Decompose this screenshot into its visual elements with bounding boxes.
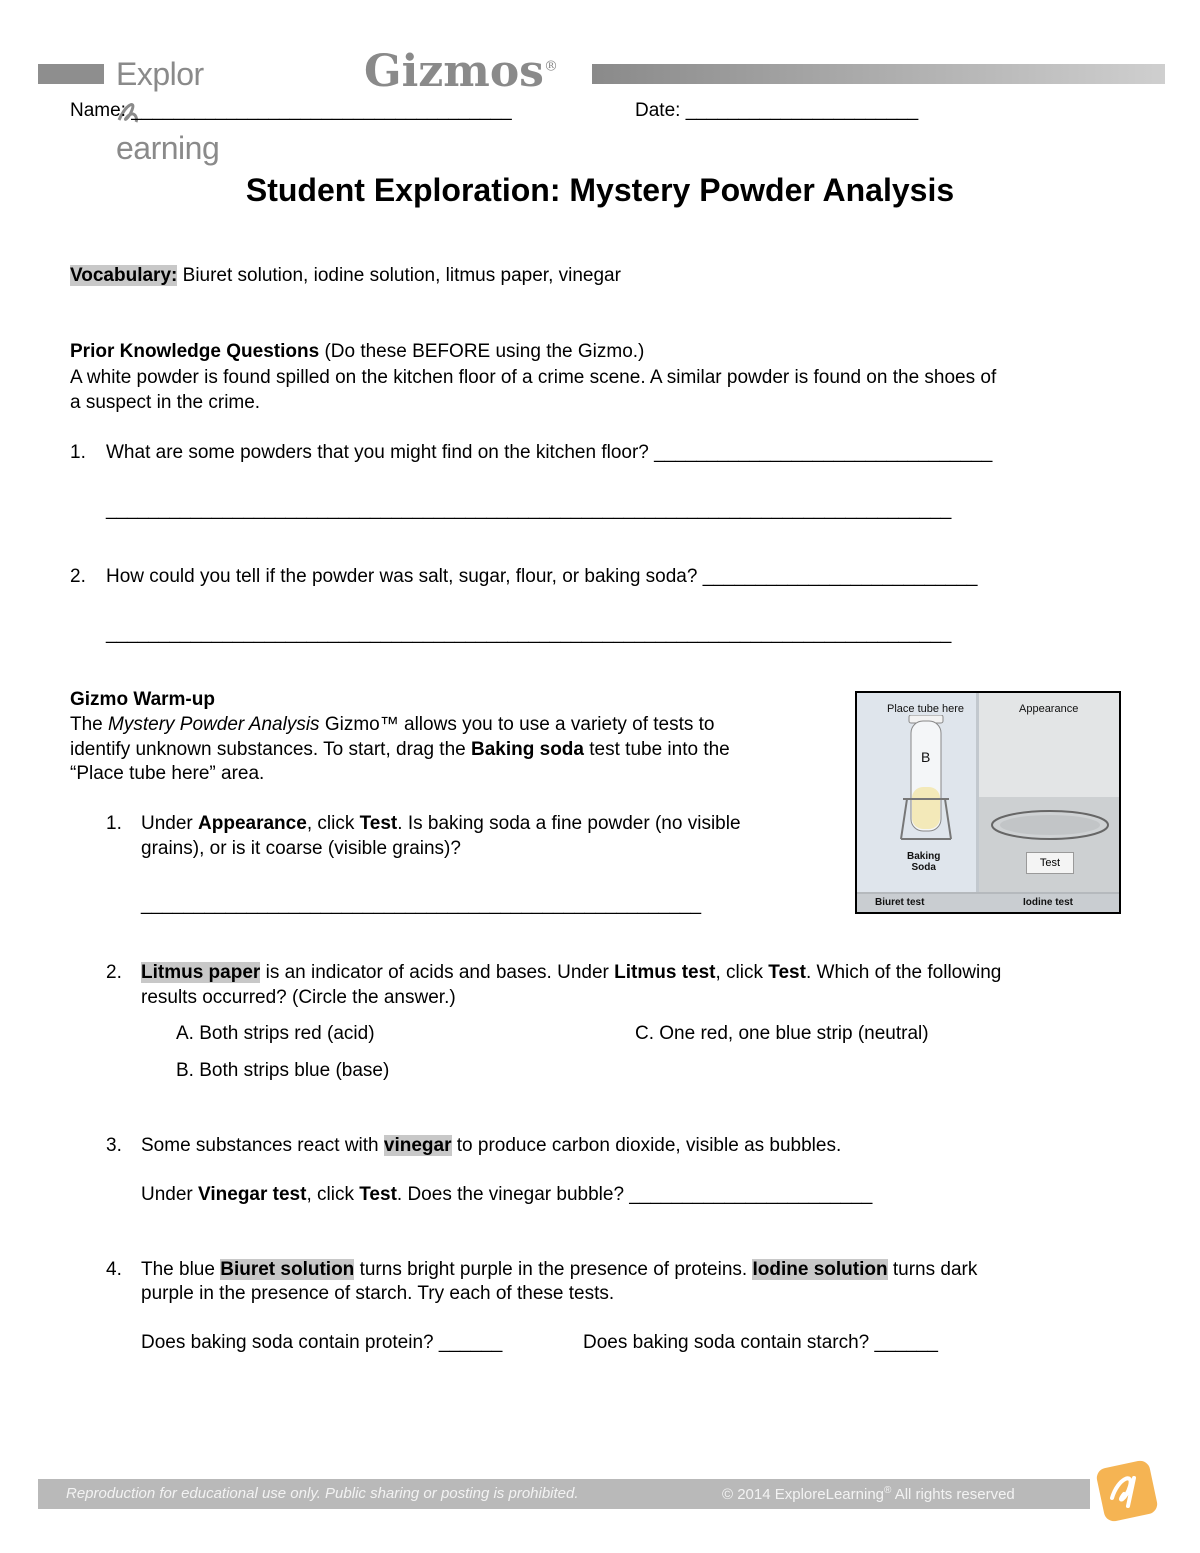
protein-text: Does baking soda contain protein? <box>141 1332 434 1353</box>
option-a[interactable]: A. Both strips red (acid) <box>176 1023 375 1044</box>
option-b[interactable]: B. Both strips blue (base) <box>176 1060 390 1081</box>
gizmo-test-button[interactable]: Test <box>1026 852 1074 874</box>
tube-label <box>907 851 940 873</box>
answer-blank[interactable]: ________________________________________________________________________________ <box>106 499 952 520</box>
q-number: 3. <box>106 1135 122 1156</box>
w2-litmus-paper: Litmus paper <box>141 962 261 983</box>
prior-q1-question: What are some powders that you might find on the kitchen floor? <box>106 442 649 463</box>
name-label: Name: <box>70 100 126 121</box>
w1-appearance: Appearance <box>198 813 307 834</box>
date-label: Date: <box>635 100 681 121</box>
page-title: Student Exploration: Mystery Powder Analysis <box>245 172 955 208</box>
registered-mark: ® <box>543 58 558 75</box>
warmup-q3-line-1 <box>141 1134 841 1158</box>
warmup-q1-line-1 <box>141 812 741 836</box>
date-blank[interactable]: ______________________ <box>685 100 919 121</box>
prior-q2 <box>70 565 86 589</box>
w4-e: turns dark <box>892 1259 978 1280</box>
w2-f: . Which of the following <box>805 962 1002 983</box>
brand-explore: Explor <box>116 56 204 92</box>
q-number: 1. <box>70 442 86 463</box>
header-bar-left <box>38 64 104 84</box>
w4-a: The blue <box>141 1259 215 1280</box>
starch-question <box>583 1331 938 1355</box>
warmup-intro-line-3: “Place tube here” area. <box>70 763 265 784</box>
gizmo-screenshot <box>855 691 1121 914</box>
answer-blank[interactable]: ________________________________________________________________________________ <box>106 623 952 644</box>
w3-d: Under <box>141 1184 193 1205</box>
w2-test: Test <box>768 962 806 983</box>
w1-test: Test <box>359 813 398 834</box>
intro-gizmo-name: Mystery Powder Analysis <box>108 714 320 735</box>
brand-gizmos: Gizmos® <box>364 46 558 97</box>
protein-question <box>141 1331 502 1355</box>
tube-letter: B <box>921 749 931 765</box>
starch-text: Does baking soda contain starch? <box>583 1332 870 1353</box>
w4-c: turns bright purple in the presence of proteins. <box>359 1259 748 1280</box>
tab-biuret-test[interactable]: Biuret test <box>875 897 925 908</box>
date-field <box>635 99 918 123</box>
w2-b: is an indicator of acids and bases. Under <box>265 962 609 983</box>
answer-blank[interactable]: ______ <box>438 1332 503 1353</box>
tube-label-2: Soda <box>911 862 936 873</box>
place-tube-label: Place tube here <box>887 703 965 715</box>
warmup-q4-line-1 <box>141 1258 977 1282</box>
q-number: 2. <box>106 962 122 983</box>
warmup-q2-line-1 <box>141 961 1001 985</box>
copyright-reg: ® <box>884 1485 892 1496</box>
w3-vinegar: vinegar <box>383 1135 452 1156</box>
header-bar-right <box>592 64 1165 84</box>
intro-the: The <box>70 714 103 735</box>
prior-q2-question: How could you tell if the powder was salt, sugar, flour, or baking soda? <box>106 566 698 587</box>
warmup-q4-line-2: purple in the presence of starch. Try each of these tests. <box>141 1283 615 1304</box>
test-tube-icon <box>897 715 957 847</box>
w3-vinegar-test: Vinegar test <box>198 1184 307 1205</box>
q-number: 2. <box>70 566 86 587</box>
vocabulary <box>70 264 621 288</box>
w1-e: . Is baking soda a fine powder (no visible <box>397 813 741 834</box>
warmup-intro-line-1 <box>70 713 715 737</box>
w2-litmus-test: Litmus test <box>614 962 716 983</box>
q-number: 1. <box>106 813 122 834</box>
w3-h: . Does the vinegar bubble? <box>396 1184 625 1205</box>
intro-line2a: identify unknown substances. To start, drag the <box>70 739 466 760</box>
answer-blank[interactable]: ______ <box>874 1332 938 1353</box>
w3-a: Some substances react with <box>141 1135 379 1156</box>
tab-iodine-test[interactable]: Iodine test <box>1023 897 1074 908</box>
warmup-heading <box>70 688 215 712</box>
w4-iodine: Iodine solution <box>752 1259 888 1280</box>
prior-knowledge-heading <box>70 340 644 364</box>
copyright-tail: All rights reserved <box>894 1486 1015 1503</box>
prior-q1 <box>70 441 86 465</box>
option-c[interactable]: C. One red, one blue strip (neutral) <box>635 1023 929 1044</box>
name-blank[interactable]: ____________________________________ <box>131 100 512 121</box>
prior-q1-text <box>106 441 992 465</box>
warmup-q1-line-2: grains), or is it coarse (visible grains)? <box>141 838 461 859</box>
w2-d: , click <box>715 962 763 983</box>
intro-rest: Gizmo™ allows you to use a variety of tests to <box>324 714 715 735</box>
vocabulary-label: Vocabulary: <box>70 265 178 286</box>
prior-note: (Do these BEFORE using the Gizmo.) <box>324 341 645 362</box>
prior-intro-line-2: a suspect in the crime. <box>70 392 261 413</box>
prior-intro-line-1: A white powder is found spilled on the kitchen floor of a crime scene. A similar powder is found on the shoes of <box>70 367 997 388</box>
intro-baking-soda: Baking soda <box>471 739 584 760</box>
answer-blank[interactable]: ________________________________ <box>654 442 993 463</box>
footer-disclaimer: Reproduction for educational use only. Public sharing or posting is prohibited. <box>66 1485 579 1502</box>
warmup-heading-text: Gizmo Warm-up <box>70 689 215 710</box>
w1-c: , click <box>306 813 355 834</box>
intro-line2c: test tube into the <box>589 739 730 760</box>
prior-q2-text <box>106 565 977 589</box>
name-field <box>70 99 512 123</box>
brand-learning: earning <box>116 130 220 166</box>
w1-a: Under <box>141 813 193 834</box>
warmup-q3-line-2 <box>141 1183 872 1207</box>
w3-c: to produce carbon dioxide, visible as bubbles. <box>456 1135 842 1156</box>
answer-blank[interactable]: _____________________________________________________ <box>141 894 702 915</box>
prior-heading-text: Prior Knowledge Questions <box>70 341 320 362</box>
w4-biuret: Biuret solution <box>220 1259 355 1280</box>
q-number: 4. <box>106 1259 122 1280</box>
w3-f: , click <box>306 1184 354 1205</box>
warmup-intro-line-2 <box>70 738 730 762</box>
vocabulary-text: Biuret solution, iodine solution, litmus paper, vinegar <box>182 265 621 286</box>
answer-blank[interactable]: __________________________ <box>702 566 978 587</box>
answer-blank[interactable]: _______________________ <box>629 1184 873 1205</box>
sample-dish-icon <box>989 807 1111 843</box>
warmup-q2-line-2: results occurred? (Circle the answer.) <box>141 987 456 1008</box>
tube-label-1: Baking <box>907 851 941 862</box>
copyright-text: © 2014 ExploreLearning <box>722 1486 884 1503</box>
appearance-label: Appearance <box>1019 703 1079 715</box>
footer-copyright <box>722 1485 1015 1503</box>
w3-test: Test <box>359 1184 397 1205</box>
el-logo-icon <box>1094 1458 1160 1524</box>
